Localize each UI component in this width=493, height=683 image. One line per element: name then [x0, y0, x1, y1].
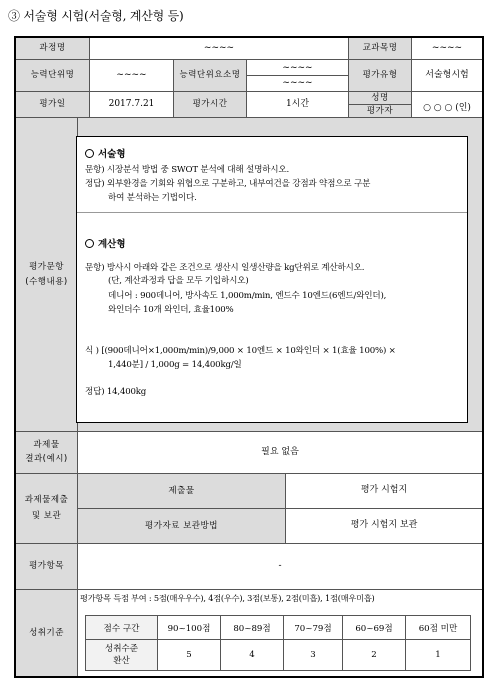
essay-question: 문항) 시장분석 방법 중 SWOT 분석에 대해 설명하시오. — [85, 165, 290, 175]
time-label: 평가시간 — [174, 92, 247, 118]
submit-label-line1: 과제물제출 — [24, 495, 69, 506]
eval-item-label: 평가항목 — [16, 544, 78, 590]
calc-title-text: 계산형 — [98, 239, 126, 250]
score-level: 5 — [158, 640, 221, 671]
submit-item1-value: 평가 시험지 — [286, 474, 482, 509]
subject-value: ~~~~ — [412, 38, 482, 60]
score-range: 60~69점 — [343, 616, 406, 640]
score-range: 60점 미만 — [406, 616, 471, 640]
calc-title — [85, 236, 126, 250]
element-value-2: ~~~~ — [247, 75, 348, 90]
section-heading: ③ 서술형 시험(서술형, 계산형 등) — [8, 9, 184, 23]
score-range: 80~89점 — [221, 616, 284, 640]
element-value-1: ~~~~ — [282, 63, 313, 73]
type-label: 평가유형 — [349, 60, 412, 92]
evaluator-value: ○ ○ ○ (인) — [412, 92, 482, 118]
circle-bullet-icon — [85, 239, 94, 248]
score-level-row — [86, 640, 471, 671]
essay-answer-line2: 하여 분석하는 기법이다. — [108, 193, 197, 203]
course-value: ~~~~ — [90, 38, 349, 60]
element-values — [247, 60, 349, 92]
score-conv-label-line1: 성취수준 — [104, 644, 139, 654]
essay-title — [85, 146, 126, 160]
course-label: 과정명 — [16, 38, 90, 60]
unit-label: 능력단위명 — [16, 60, 90, 92]
calc-question-line3: 데니어 : 900데니어, 방사속도 1,000m/min, 엔드수 10엔드(6엔드/와인더), — [108, 291, 387, 301]
result-value: 필요 없음 — [78, 432, 482, 474]
eval-item-value: - — [78, 544, 482, 590]
score-conv-label-line2: 환산 — [113, 656, 130, 666]
submit-item2-value: 평가 시험지 보관 — [286, 509, 482, 544]
score-level: 2 — [343, 640, 406, 671]
achievement-label: 성취기준 — [16, 590, 78, 676]
question-content-box — [76, 136, 468, 423]
time-value: 1시간 — [247, 92, 349, 118]
type-value: 서술형시험 — [412, 60, 482, 92]
result-label-line1: 과제물 — [33, 440, 60, 451]
essay-divider — [77, 212, 467, 213]
score-level: 3 — [284, 640, 343, 671]
result-label-line2: 결과(예시) — [25, 454, 68, 464]
essay-title-text: 서술형 — [98, 149, 126, 160]
score-head-label: 점수 구간 — [86, 616, 158, 640]
unit-value: ~~~~ — [90, 60, 174, 92]
question-label-line1: 평가문항 — [29, 261, 64, 272]
date-value: 2017.7.21 — [90, 92, 174, 118]
submit-label — [16, 474, 78, 544]
submit-item2-label: 평가자료 보관방법 — [78, 509, 286, 544]
score-range: 70~79점 — [284, 616, 343, 640]
element-label: 능력단위요소명 — [174, 60, 247, 92]
submit-label-line2: 및 보관 — [31, 511, 62, 521]
score-range-row — [86, 616, 471, 640]
submit-item1-label: 제출물 — [78, 474, 286, 509]
calc-answer: 정답) 14,400kg — [85, 387, 147, 397]
circle-bullet-icon — [85, 149, 94, 158]
question-label-line2: (수행내용) — [25, 276, 68, 287]
calc-formula-line1: 식 ) [(900데니어×1,000m/min)/9,000 × 10엔드 × 10와인더 × 1(효율 100%) × — [85, 346, 396, 356]
evaluator-label: 평가자 — [349, 104, 411, 117]
name-evaluator-labels — [349, 92, 412, 118]
calc-formula-line2: 1,440분] / 1,000g = 14,400kg/일 — [108, 360, 242, 370]
subject-label: 교과목명 — [349, 38, 412, 60]
date-label: 평가일 — [16, 92, 90, 118]
name-label: 성명 — [371, 93, 389, 103]
score-level: 4 — [221, 640, 284, 671]
essay-answer-line1: 정답) 외부환경을 기회와 위협으로 구분하고, 내부여건을 강점과 약점으로 구분 — [85, 179, 371, 189]
score-conv-label — [86, 640, 158, 671]
score-table — [85, 615, 471, 671]
result-label — [16, 432, 78, 474]
calc-question-line2: (단, 계산과정과 답을 모두 기입하시오) — [108, 276, 249, 286]
question-label — [16, 118, 78, 432]
score-range: 90~100점 — [158, 616, 221, 640]
achievement-note: 평가항목 득점 부여 : 5점(매우우수), 4점(우수), 3점(보통), 2점(미흡), 1점(매우미흡) — [80, 593, 375, 603]
calc-question-line4: 와인더수 10개 와인더, 효율100% — [108, 305, 234, 315]
calc-question-line1: 문항) 방사시 아래와 같은 조건으로 생산시 일생산량을 kg단위로 계산하시오. — [85, 263, 365, 273]
score-level: 1 — [406, 640, 471, 671]
